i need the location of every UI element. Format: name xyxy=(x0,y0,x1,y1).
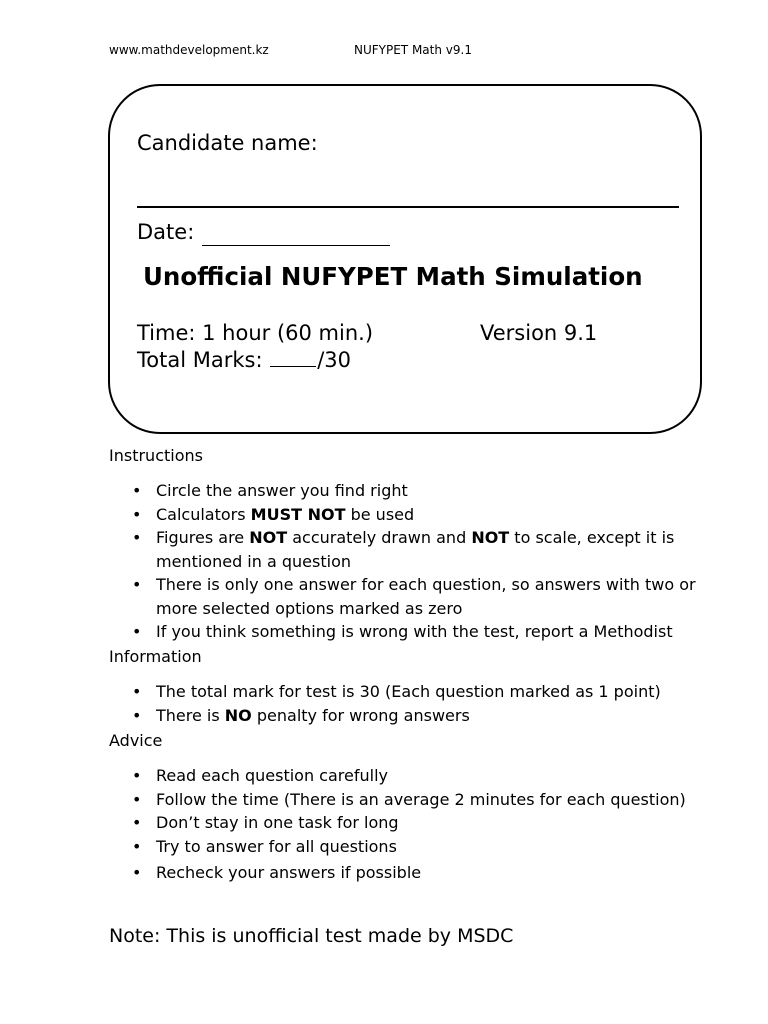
candidate-card xyxy=(108,84,702,434)
bullet-icon: • xyxy=(132,528,142,547)
bullet-icon: • xyxy=(132,705,142,725)
candidate-name-line xyxy=(137,206,679,208)
footer-note: Note: This is unofficial test made by MSDC xyxy=(109,925,514,947)
bullet-icon: • xyxy=(132,836,142,856)
bullet-icon: • xyxy=(132,766,142,785)
time-info: Time: 1 hour (60 min.) xyxy=(137,321,374,345)
instructions-list xyxy=(110,479,710,644)
advice-list xyxy=(110,764,710,885)
list-item: • Don’t stay in one task for long xyxy=(110,811,710,835)
version-info: Version 9.1 xyxy=(480,321,598,345)
date-label: Date: xyxy=(137,220,195,244)
list-item: • Circle the answer you find right xyxy=(110,479,710,503)
total-marks-blank xyxy=(270,348,316,367)
total-marks-label: Total Marks: xyxy=(137,348,263,372)
list-item: • The total mark for test is 30 (Each question marked as 1 point) xyxy=(110,680,710,704)
bullet-icon: • xyxy=(132,813,142,832)
instructions-heading: Instructions xyxy=(109,446,203,465)
bullet-icon: • xyxy=(132,575,142,594)
bullet-icon: • xyxy=(132,789,142,809)
total-marks xyxy=(137,348,351,372)
page-title: Unofficial NUFYPET Math Simulation xyxy=(143,262,643,291)
advice-heading: Advice xyxy=(109,731,163,750)
list-item: • Figures are NOT accurately drawn and NOT to scale, except it is mentioned in a question xyxy=(132,528,675,571)
list-item: • Follow the time (There is an average 2 minutes for each question) xyxy=(110,788,710,812)
total-marks-suffix: /30 xyxy=(317,348,352,372)
list-item: • If you think something is wrong with the test, report a Methodist xyxy=(110,620,710,644)
header-doc-id: NUFYPET Math v9.1 xyxy=(354,43,472,57)
header-website: www.mathdevelopment.kz xyxy=(109,43,269,57)
list-item: • Calculators MUST NOT be used xyxy=(110,503,710,527)
list-item: • There is only one answer for each question, so answers with two or more selected options marked as zero xyxy=(132,575,696,618)
bullet-icon: • xyxy=(132,481,142,500)
candidate-name-label: Candidate name: xyxy=(137,131,318,155)
information-heading: Information xyxy=(109,647,202,666)
information-list xyxy=(110,680,710,727)
list-item: • There is NO penalty for wrong answers xyxy=(110,704,710,728)
bullet-icon: • xyxy=(132,504,142,524)
bullet-icon: • xyxy=(132,863,142,882)
list-item: • Read each question carefully xyxy=(110,764,710,788)
list-item: • Recheck your answers if possible xyxy=(110,861,710,885)
list-item: • Try to answer for all questions xyxy=(110,835,710,859)
date-line xyxy=(202,245,390,246)
bullet-icon: • xyxy=(132,682,142,701)
bullet-icon: • xyxy=(132,622,142,641)
